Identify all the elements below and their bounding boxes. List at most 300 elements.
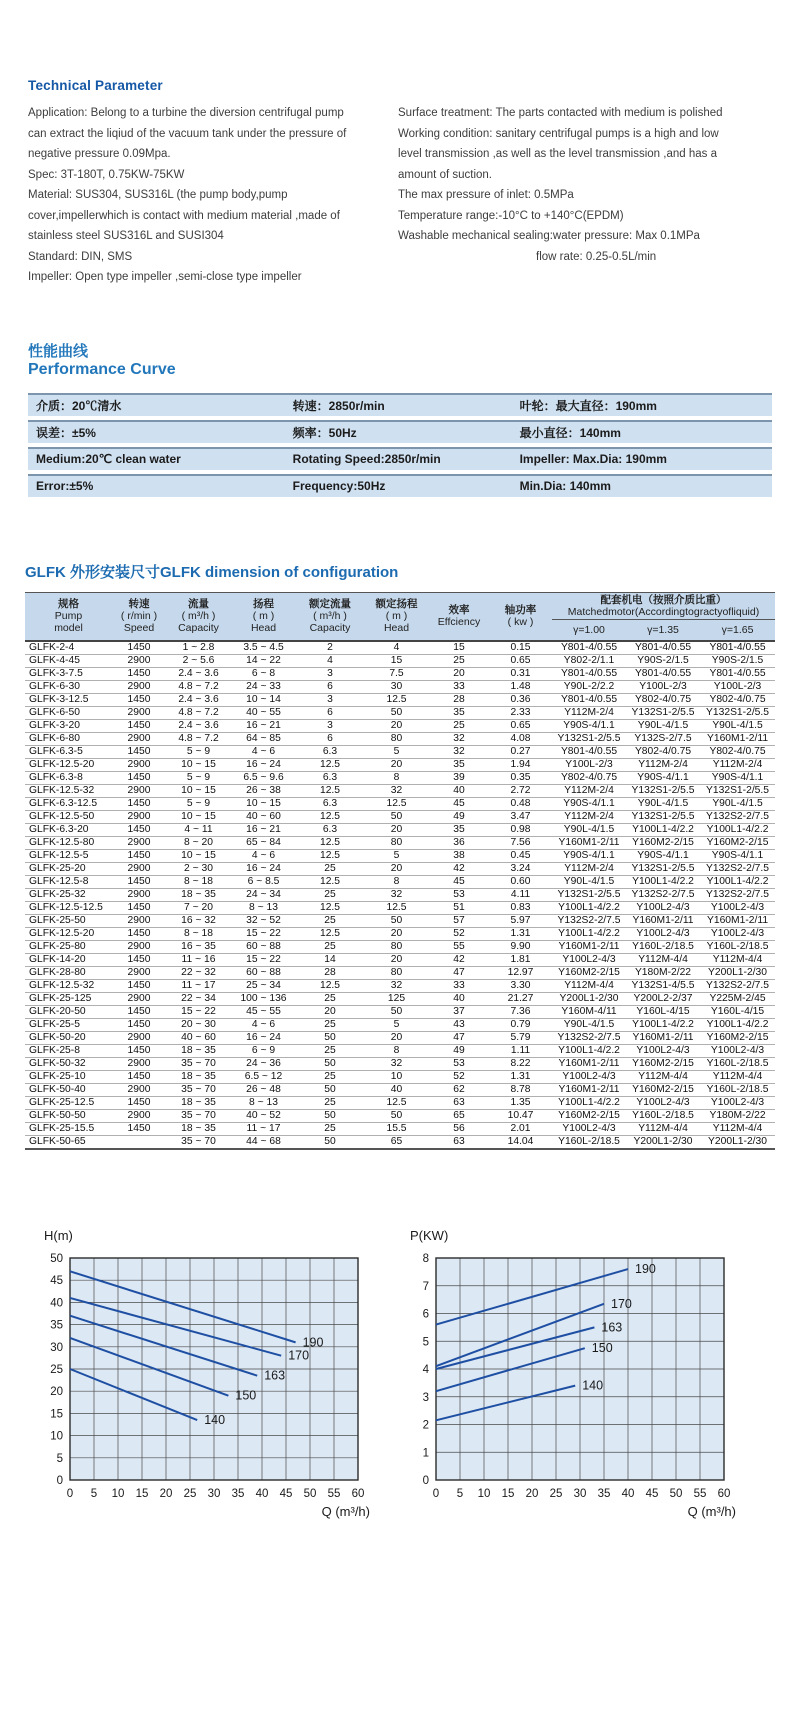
table-row (25, 680, 775, 693)
x-tick-label: 5 (90, 1487, 98, 1500)
table-cell: Y100L2-4/3 (700, 1096, 775, 1109)
table-cell: 2900 (112, 966, 166, 979)
tech-text-line: Standard: DIN, SMS (28, 250, 133, 263)
table-cell: 5 (364, 849, 429, 862)
table-cell: 1450 (112, 927, 166, 940)
table-cell: 15 (429, 641, 489, 655)
table-cell: 5 (364, 1018, 429, 1031)
table-cell: 20 (296, 1005, 364, 1018)
table-cell: 2900 (112, 1057, 166, 1070)
table-cell: 15 ~ 22 (166, 1005, 231, 1018)
table-cell: Y200L1-2/30 (626, 1135, 700, 1149)
x-tick-label: 15 (135, 1487, 149, 1500)
table-cell: 63 (429, 1135, 489, 1149)
y-tick-label: 2 (422, 1419, 429, 1431)
table-cell: 40 (429, 992, 489, 1005)
column-header-zh: 扬程 (253, 598, 274, 610)
table-cell: Y132S1-2/5.5 (626, 810, 700, 823)
perf-table-cell: Error:±5% (28, 474, 285, 497)
table-cell: 55 (429, 940, 489, 953)
table-cell: Y90L-4/1.5 (552, 823, 626, 836)
table-cell: 1450 (112, 875, 166, 888)
table-cell: 16 ~ 21 (231, 719, 296, 732)
table-cell: 20 ~ 30 (166, 1018, 231, 1031)
table-cell: 2.72 (489, 784, 552, 797)
column-header-en: ( m³/h ) (313, 610, 347, 622)
table-cell: Y90L-2/2.2 (552, 680, 626, 693)
table-cell: 65 ~ 84 (231, 836, 296, 849)
table-row (25, 914, 775, 927)
pump-model-cell: GLFK-12.5-8 (25, 875, 112, 888)
pump-model-cell: GLFK-12.5-12.5 (25, 901, 112, 914)
table-cell: 65 (429, 1109, 489, 1122)
table-cell: 1450 (112, 797, 166, 810)
table-cell: 1450 (112, 745, 166, 758)
technical-parameter-title: Technical Parameter (28, 78, 163, 93)
table-cell: 25 (296, 1096, 364, 1109)
table-cell: Y100L-2/3 (552, 758, 626, 771)
technical-parameter-section (28, 78, 772, 288)
table-cell: 2900 (112, 706, 166, 719)
column-header-en: Capacity (309, 622, 351, 634)
table-cell: Y90L-4/1.5 (626, 719, 700, 732)
table-cell: 1.11 (489, 1044, 552, 1057)
table-cell: Y160M2-2/15 (626, 836, 700, 849)
table-cell: Y132S1-2/5.5 (700, 706, 775, 719)
table-cell: 57 (429, 914, 489, 927)
table-cell (112, 1135, 166, 1149)
y-tick-label: 25 (50, 1363, 63, 1376)
table-cell: 2.01 (489, 1122, 552, 1135)
y-tick-label: 5 (422, 1335, 429, 1348)
column-header-en: Head (383, 622, 410, 634)
table-cell: 5 (364, 745, 429, 758)
table-cell: 1450 (112, 641, 166, 655)
table-cell: 21.27 (489, 992, 552, 1005)
pump-model-cell: GLFK-50-20 (25, 1031, 112, 1044)
perf-table-cell: Frequency:50Hz (285, 474, 512, 497)
table-cell: 6 (296, 706, 364, 719)
technical-parameter-columns (28, 103, 772, 288)
table-cell: 15 (364, 654, 429, 667)
table-cell: 40 ~ 60 (166, 1031, 231, 1044)
table-cell: 1.94 (489, 758, 552, 771)
table-row (25, 1018, 775, 1031)
table-cell: 33 (429, 979, 489, 992)
tech-text-line: amount of suction. (398, 168, 492, 181)
performance-parameters-table (28, 389, 772, 501)
column-header-zh: 规格 (58, 598, 79, 610)
pump-model-table-body (25, 641, 775, 1149)
table-cell: 50 (364, 1109, 429, 1122)
table-cell: Y160L-2/18.5 (626, 940, 700, 953)
table-cell: Y132S2-2/7.5 (700, 810, 775, 823)
x-tick-label: 20 (525, 1487, 539, 1500)
pump-model-cell: GLFK-25-20 (25, 862, 112, 875)
table-cell: 25 (296, 862, 364, 875)
x-tick-label: 30 (573, 1487, 587, 1500)
table-cell: 60 ~ 88 (231, 940, 296, 953)
table-row (25, 1031, 775, 1044)
table-row (25, 992, 775, 1005)
table-cell: 52 (429, 927, 489, 940)
column-header-zh: 额定流量 (309, 598, 351, 610)
table-cell: 43 (429, 1018, 489, 1031)
column-header (296, 592, 364, 641)
table-cell: Y132S2-2/7.5 (552, 914, 626, 927)
pump-model-cell: GLFK-50-32 (25, 1057, 112, 1070)
tech-text-line: Surface treatment: The parts contacted with medium is polished (398, 107, 723, 119)
x-tick-label: 30 (207, 1487, 221, 1500)
table-cell: Y90S-4/1.1 (626, 771, 700, 784)
y-tick-label: 20 (50, 1385, 63, 1398)
pump-model-cell: GLFK-6.3-12.5 (25, 797, 112, 810)
table-cell: 62 (429, 1083, 489, 1096)
table-cell: Y100L-2/3 (626, 680, 700, 693)
tech-text-line: negative pressure 0.09Mpa. (28, 148, 171, 160)
table-cell: 0.45 (489, 849, 552, 862)
table-cell: Y801-4/0.55 (700, 667, 775, 680)
table-cell: 65 (364, 1135, 429, 1149)
table-row (25, 849, 775, 862)
x-tick-label: 40 (621, 1487, 635, 1500)
table-cell: Y100L2-4/3 (700, 1044, 775, 1057)
table-cell: Y801-4/0.55 (626, 641, 700, 655)
x-tick-label: 25 (183, 1487, 197, 1500)
table-cell: 30 (364, 680, 429, 693)
table-cell: 25 (296, 1018, 364, 1031)
perf-table-cell: Rotating Speed:2850r/min (285, 447, 512, 470)
table-cell: Y112M-4/4 (700, 953, 775, 966)
table-cell: Y200L1-2/30 (552, 992, 626, 1005)
table-cell: Y160L-2/18.5 (700, 940, 775, 953)
table-cell: 64 ~ 85 (231, 732, 296, 745)
perf-table-row (28, 393, 772, 416)
table-cell: 16 ~ 24 (231, 1031, 296, 1044)
table-row (25, 1122, 775, 1135)
table-cell: Y200L1-2/30 (700, 1135, 775, 1149)
dimension-configuration-title: GLFK 外形安装尺寸GLFK dimension of configuration (25, 563, 399, 581)
table-cell: Y132S2-2/7.5 (700, 979, 775, 992)
table-cell: Y801-4/0.55 (552, 641, 626, 655)
matched-motor-header-zh: 配套机电（按照介质比重） (600, 593, 727, 606)
pump-model-cell: GLFK-6-30 (25, 680, 112, 693)
perf-table-row (28, 447, 772, 470)
table-cell: 10 ~ 15 (166, 758, 231, 771)
pump-model-cell: GLFK-3-20 (25, 719, 112, 732)
table-cell: 26 ~ 48 (231, 1083, 296, 1096)
table-cell: 2 ~ 5.6 (166, 654, 231, 667)
table-cell: 50 (296, 1031, 364, 1044)
y-axis-title: P(KW) (410, 1227, 449, 1243)
table-row (25, 732, 775, 745)
table-cell: 15.5 (364, 1122, 429, 1135)
x-tick-label: 35 (231, 1487, 245, 1500)
table-cell: 47 (429, 1031, 489, 1044)
table-cell: 6 ~ 9 (231, 1044, 296, 1057)
pump-model-cell: GLFK-12.5-32 (25, 979, 112, 992)
table-cell: Y112M-4/4 (700, 1070, 775, 1083)
table-cell: Y801-4/0.55 (700, 641, 775, 655)
pump-model-cell: GLFK-25-15.5 (25, 1122, 112, 1135)
table-row (25, 693, 775, 706)
table-cell: 3 (296, 693, 364, 706)
table-cell: Y90S-2/1.5 (700, 654, 775, 667)
y-tick-label: 5 (56, 1452, 63, 1465)
column-header-en: Speed (123, 622, 155, 634)
y-tick-label: 1 (422, 1446, 429, 1459)
table-cell: Y200L2-2/37 (626, 992, 700, 1005)
table-cell: 20 (364, 1031, 429, 1044)
table-cell: 2900 (112, 784, 166, 797)
table-cell: 1450 (112, 823, 166, 836)
table-cell: 18 ~ 35 (166, 1096, 231, 1109)
table-cell: 1450 (112, 979, 166, 992)
table-cell: 0.98 (489, 823, 552, 836)
table-cell: 2 ~ 30 (166, 862, 231, 875)
table-cell: Y100L1-4/2.2 (626, 823, 700, 836)
table-row (25, 836, 775, 849)
table-cell: 35 ~ 70 (166, 1057, 231, 1070)
pump-model-cell: GLFK-6.3-8 (25, 771, 112, 784)
table-cell: 2900 (112, 862, 166, 875)
table-cell: 38 (429, 849, 489, 862)
table-cell: 10 ~ 15 (166, 810, 231, 823)
curve-label-150: 150 (591, 1340, 613, 1355)
table-cell: Y90L-4/1.5 (552, 1018, 626, 1031)
pump-model-cell: GLFK-4-45 (25, 654, 112, 667)
x-tick-label: 10 (111, 1487, 125, 1500)
pump-model-cell: GLFK-25-125 (25, 992, 112, 1005)
table-cell: 3 (296, 667, 364, 680)
column-header (489, 592, 552, 641)
column-header-zh: 转速 (128, 598, 150, 610)
table-cell: 2900 (112, 836, 166, 849)
y-tick-label: 6 (422, 1308, 429, 1320)
table-cell: 5.79 (489, 1031, 552, 1044)
table-row (25, 1109, 775, 1122)
column-header (25, 592, 112, 641)
x-tick-label: 60 (351, 1487, 365, 1500)
table-cell: 6.3 (296, 823, 364, 836)
column-header-en: ( m ) (385, 610, 408, 622)
column-header-en: ( kw ) (507, 616, 534, 628)
table-cell: 20 (364, 823, 429, 836)
table-cell: 10 ~ 15 (166, 784, 231, 797)
table-cell: 2900 (112, 680, 166, 693)
table-cell: Y112M-2/4 (552, 784, 626, 797)
y-tick-label: 50 (50, 1252, 63, 1265)
table-cell: 0.60 (489, 875, 552, 888)
table-cell: Y132S1-2/5.5 (552, 732, 626, 745)
table-cell: Y160L-4/15 (626, 1005, 700, 1018)
table-row (25, 901, 775, 914)
table-cell: 60 ~ 88 (231, 966, 296, 979)
technical-parameter-right-column (398, 103, 772, 288)
table-cell: 56 (429, 1122, 489, 1135)
pump-model-cell: GLFK-6.3-5 (25, 745, 112, 758)
table-cell: 6 ~ 8 (231, 667, 296, 680)
column-header (166, 592, 231, 641)
table-row (25, 953, 775, 966)
pump-model-cell: GLFK-25-10 (25, 1070, 112, 1083)
column-header-zh: 流量 (188, 598, 209, 610)
table-cell: Y160L-4/15 (700, 1005, 775, 1018)
table-cell: Y180M-2/22 (700, 1109, 775, 1122)
table-cell: 1450 (112, 849, 166, 862)
table-row (25, 758, 775, 771)
table-cell: Y160L-2/18.5 (626, 1109, 700, 1122)
table-cell: 0.35 (489, 771, 552, 784)
curve-label-140: 140 (582, 1378, 604, 1393)
table-cell: 1450 (112, 771, 166, 784)
table-cell: 4 (364, 641, 429, 655)
table-cell: 2.33 (489, 706, 552, 719)
table-cell: 4.11 (489, 888, 552, 901)
table-cell: 52 (429, 1070, 489, 1083)
table-cell: 28 (296, 966, 364, 979)
table-cell: Y160L-2/18.5 (700, 1057, 775, 1070)
pump-model-cell: GLFK-50-50 (25, 1109, 112, 1122)
table-cell: 2900 (112, 992, 166, 1005)
x-tick-label: 35 (597, 1487, 611, 1500)
table-cell: 50 (364, 914, 429, 927)
table-cell: Y160M2-2/15 (552, 966, 626, 979)
table-cell: 80 (364, 940, 429, 953)
table-cell: 22 ~ 34 (166, 992, 231, 1005)
pump-model-cell: GLFK-25-32 (25, 888, 112, 901)
table-cell: 100 ~ 136 (231, 992, 296, 1005)
table-cell: 1450 (112, 1070, 166, 1083)
table-cell: 8 (364, 771, 429, 784)
table-cell: 1450 (112, 901, 166, 914)
table-cell: Y90S-4/1.1 (626, 849, 700, 862)
column-header (231, 592, 296, 641)
table-cell: 45 (429, 797, 489, 810)
tech-text-line: The max pressure of inlet: 0.5MPa (398, 189, 574, 201)
table-cell: 16 ~ 24 (231, 758, 296, 771)
table-cell: 36 (429, 836, 489, 849)
table-cell: 20 (364, 758, 429, 771)
table-cell: 18 ~ 35 (166, 1070, 231, 1083)
tech-text-line: Application: Belong to a turbine the diversion centrifugal pump (28, 107, 344, 119)
table-cell: Y112M-4/4 (700, 1122, 775, 1135)
table-cell: 16 ~ 35 (166, 940, 231, 953)
table-cell: 32 (364, 1057, 429, 1070)
table-cell: Y132S2-2/7.5 (700, 888, 775, 901)
table-cell: 20 (429, 667, 489, 680)
x-tick-label: 5 (456, 1487, 464, 1500)
table-cell: Y132S1-2/5.5 (552, 888, 626, 901)
column-header-en: ( r/min ) (120, 610, 158, 622)
table-cell: Y132S-2/7.5 (626, 732, 700, 745)
table-cell: 35 (429, 758, 489, 771)
table-cell: Y132S1-2/5.5 (626, 784, 700, 797)
table-cell: 10 ~ 14 (231, 693, 296, 706)
table-cell: 0.83 (489, 901, 552, 914)
curve-label-150: 150 (235, 1388, 257, 1403)
table-row (25, 888, 775, 901)
table-cell: 4 ~ 6 (231, 1018, 296, 1031)
table-cell: 26 ~ 38 (231, 784, 296, 797)
table-cell: 11 ~ 17 (231, 1122, 296, 1135)
performance-charts (36, 1224, 800, 1524)
table-cell: 45 ~ 55 (231, 1005, 296, 1018)
technical-parameter-left-column (28, 103, 398, 288)
table-cell: 20 (364, 953, 429, 966)
table-cell: 40 (429, 784, 489, 797)
table-cell: 32 (364, 979, 429, 992)
table-cell: 49 (429, 810, 489, 823)
matched-motor-group-header (552, 592, 775, 619)
tech-text-line: flow rate: 0.25-0.5L/min (536, 250, 657, 263)
gamma-subheader: γ=1.00 (552, 619, 626, 641)
table-cell: 18 ~ 35 (166, 1122, 231, 1135)
table-cell: Y100L1-4/2.2 (700, 823, 775, 836)
perf-table-cell: Medium:20℃ clean water (28, 447, 285, 470)
column-header-zh: 轴功率 (504, 604, 537, 616)
pump-model-cell: GLFK-6-80 (25, 732, 112, 745)
table-cell: 0.65 (489, 654, 552, 667)
table-cell: 40 ~ 52 (231, 1109, 296, 1122)
x-tick-label: 55 (327, 1487, 341, 1500)
table-cell: 1.31 (489, 1070, 552, 1083)
table-cell: 1.48 (489, 680, 552, 693)
table-cell: Y100L1-4/2.2 (626, 875, 700, 888)
table-cell: Y160M1-2/11 (700, 914, 775, 927)
table-cell: Y112M-4/4 (552, 979, 626, 992)
table-cell: 25 (296, 914, 364, 927)
table-cell: Y132S1-2/5.5 (700, 784, 775, 797)
table-row (25, 927, 775, 940)
pump-model-cell: GLFK-20-50 (25, 1005, 112, 1018)
table-cell: Y160M2-2/15 (626, 1083, 700, 1096)
table-cell: 12.5 (296, 875, 364, 888)
table-cell: 50 (364, 706, 429, 719)
table-cell: 20 (364, 719, 429, 732)
table-cell: 0.79 (489, 1018, 552, 1031)
table-cell: 4 (296, 654, 364, 667)
table-cell: 25 (296, 1044, 364, 1057)
table-cell: 7 ~ 20 (166, 901, 231, 914)
table-cell: 80 (364, 836, 429, 849)
table-cell: Y802-4/0.75 (700, 745, 775, 758)
table-cell: Y100L1-4/2.2 (626, 1018, 700, 1031)
y-tick-label: 10 (50, 1430, 63, 1443)
table-row (25, 1005, 775, 1018)
table-cell: 24 ~ 33 (231, 680, 296, 693)
table-cell: 6.3 (296, 797, 364, 810)
table-cell: 1.31 (489, 927, 552, 940)
perf-table-cell: 介质：20℃清水 (28, 393, 285, 416)
pump-model-cell: GLFK-2-4 (25, 641, 112, 655)
table-cell: Y90S-4/1.1 (552, 849, 626, 862)
table-cell: 42 (429, 862, 489, 875)
perf-table-row (28, 474, 772, 497)
table-cell: 32 (364, 784, 429, 797)
table-cell: Y132S2-2/7.5 (552, 1031, 626, 1044)
table-cell: 10 ~ 15 (166, 849, 231, 862)
table-cell: 40 (364, 1083, 429, 1096)
x-tick-label: 50 (303, 1487, 317, 1500)
column-header-zh: 额定扬程 (375, 598, 418, 610)
table-cell: 4 ~ 11 (166, 823, 231, 836)
table-cell: Y112M-4/4 (626, 1070, 700, 1083)
table-cell: Y100L-2/3 (700, 680, 775, 693)
table-row (25, 641, 775, 655)
table-cell: 6.3 (296, 745, 364, 758)
pump-model-cell: GLFK-12.5-20 (25, 758, 112, 771)
